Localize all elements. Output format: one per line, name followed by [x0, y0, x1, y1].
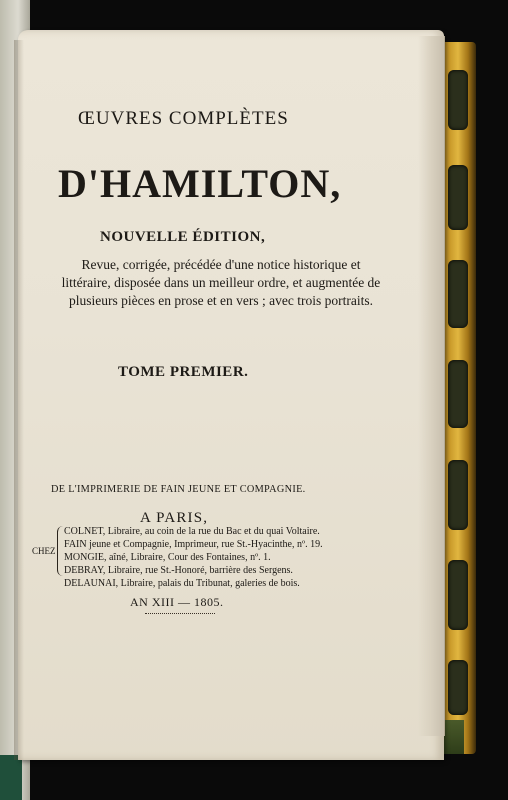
spine-band — [448, 460, 468, 530]
title-line-1: ŒUVRES COMPLÈTES — [78, 108, 289, 129]
spine-band — [448, 165, 468, 230]
bookseller-line: COLNET, Libraire, au coin de la rue du Bac et du quai Voltaire. — [64, 526, 320, 537]
gutter-shadow — [14, 40, 24, 760]
left-page-green-edge — [0, 755, 22, 800]
spine-band — [448, 560, 468, 630]
bookseller-line: FAIN jeune et Compagnie, Imprimeur, rue St.-Hyacinthe, nº. 19. — [64, 539, 323, 550]
edition-line: NOUVELLE ÉDITION, — [100, 229, 266, 245]
spine-band — [448, 660, 468, 715]
bookseller-line: DELAUNAI, Libraire, palais du Tribunat, galeries de bois. — [64, 578, 300, 589]
bookseller-line: DEBRAY, Libraire, rue St.-Honoré, barrière des Sergens. — [64, 565, 293, 576]
city-line: A PARIS, — [140, 510, 209, 526]
title-line-2: D'HAMILTON, — [58, 161, 342, 206]
chez-label: CHEZ — [32, 546, 56, 556]
decorative-rule — [145, 613, 215, 614]
spine-band — [448, 360, 468, 428]
publication-date: AN XIII — 1805. — [130, 595, 224, 609]
printer-line: DE L'IMPRIMERIE DE FAIN JEUNE ET COMPAGNIE. — [51, 484, 306, 495]
volume-label: TOME PREMIER. — [118, 364, 249, 380]
bookseller-line: MONGIE, aîné, Libraire, Cour des Fontaines, nº. 1. — [64, 552, 271, 563]
spine-band — [448, 260, 468, 328]
title-page — [18, 30, 444, 760]
spine-band — [448, 70, 468, 130]
description-paragraph: Revue, corrigée, précédée d'une notice historique et littéraire, disposée dans un meilleur ordre, et augmentée de plusieurs pièces en prose et en vers ; avec trois portraits. — [61, 257, 381, 308]
page-fore-edge — [418, 36, 445, 736]
